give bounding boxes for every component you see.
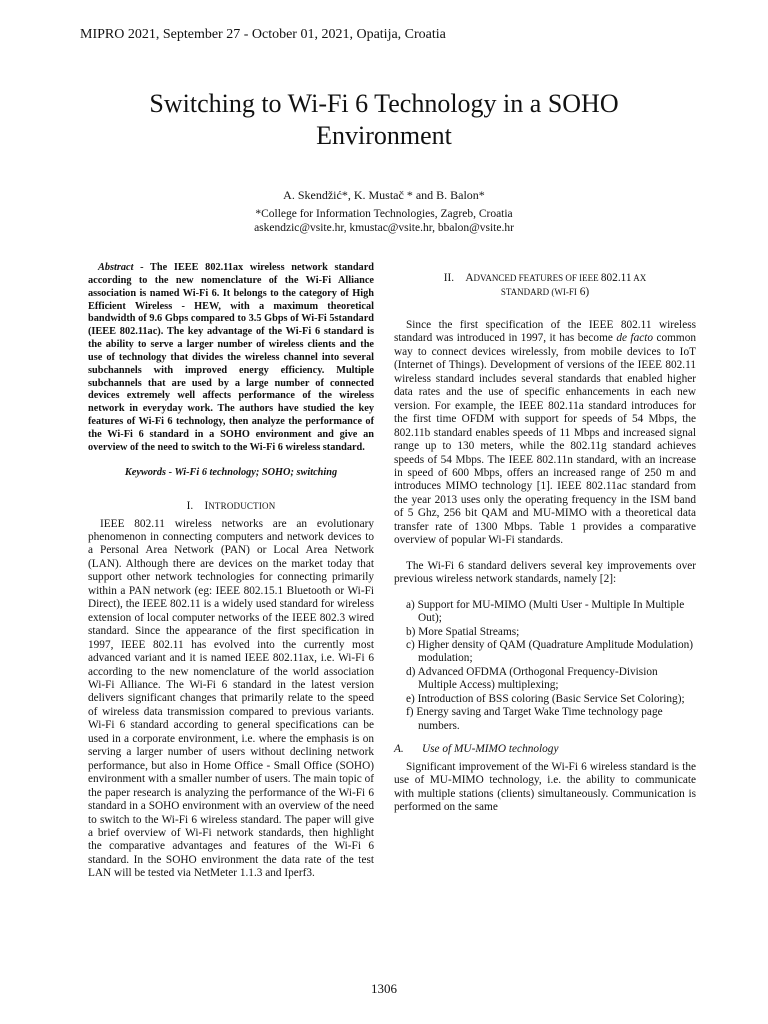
section-2-heading-line-2	[394, 286, 696, 300]
abstract-text: - The IEEE 802.11ax wireless network standard according to the new nomenclature of the Wi-Fi Alliance association is named Wi-Fi 6. It belongs to the category of High Efficient Wireless - HEW, with a maximum theoretical bandwidth of 9.6 Gbps compared to 3.5 Gbps of Wi-Fi 5standard (IEEE 802.11ac). The key advantage of the Wi-Fi 6 standard is the ability to serve a larger number of wireless clients and the use of technology that divides the wireless channel into several subchannels with improved energy efficiency. Multiple subchannels that are used by a large number of connected devices extremely well affects performance of the wireless network in everyday work. The authors have studied the key features of Wi-Fi 6 technology, then analyze the performance of the Wi-Fi 6 standard in a SOHO environment and give an overview of the need to switch to the Wi-Fi 6 wireless standard.	[88, 262, 374, 453]
section-2-title-end: 6)	[576, 285, 590, 298]
affiliation-block	[0, 207, 768, 235]
section-2-paragraph-2: The Wi-Fi 6 standard delivers several key improvements over previous wireless network standards, namely [2]:	[394, 559, 696, 586]
section-2-first-letter: A	[465, 272, 474, 284]
subsection-a-title: Use of MU-MIMO technology	[422, 743, 559, 756]
section-2-number: II.	[443, 272, 455, 284]
list-item: a) Support for MU-MIMO (Multi User - Multiple In Multiple Out);	[406, 598, 685, 625]
section-2-title-ax: AX	[631, 273, 647, 283]
list-item: e) Introduction of BSS coloring (Basic Service Set Coloring);	[406, 692, 685, 705]
title-line-2: Environment	[316, 121, 452, 150]
title-line-1: Switching to Wi-Fi 6 Technology in a SOHO	[149, 89, 619, 118]
section-1-body: IEEE 802.11 wireless networks are an evolutionary phenomenon in connecting computers and network devices to a Personal Area Network (PAN) or Local Area Network (LAN). Although there are devices on the market today that support other network technologies for connecting primarily within a PAN network (eg: IEEE 802.15.1 Bluetooth or Wi-Fi Direct), the IEEE 802.11 is a widely used standard for wireless extension of local computer networks of the IEEE 802.3 wired standard. Since the appearance of the first specification in 1997, IEEE 802.11 has evolved into the currently most advanced variant and it is named IEEE 802.11ax, i.e. Wi-Fi 6 according to the new nomenclature of the world association Wi-Fi Alliance. The Wi-Fi 6 standard in the latest version delivers significant changes that primarily relate to the speed of wireless data transmission compared to previous variants. Wi-Fi 6 standard according to general specifications can be used in a corporate environment, i.e. where the emphasis is on serving a larger number of users without declining network performance, but also in Home Office - Small Office (SOHO) environment with a smaller number of users. The main topic of the paper research is analyzing the performance of the Wi-Fi 6 standard in a SOHO environment with an overview of the need to switch to the Wi-Fi 6 wireless standard. The paper will give a brief overview of Wi-Fi network standards, then highlight the comparative advantages and features of the Wi-Fi 6 standard. In the SOHO environment the data rate of the test LAN will be tested via NetMeter 1.1.3 and Iperf3.	[88, 517, 374, 880]
list-item: b) More Spatial Streams;	[406, 625, 520, 638]
section-1-title-rest: NTRODUCTION	[208, 501, 276, 512]
paper-title	[40, 88, 728, 152]
affiliation: *College for Information Technologies, Zagreb, Croatia	[255, 208, 513, 220]
section-1-number: I.	[186, 500, 194, 513]
subsection-a-body: Significant improvement of the Wi-Fi 6 wireless standard is the use of MU-MIMO technology, i.e. the ability to communicate with multiple stations (clients) simultaneously. Communication is performed on the same	[394, 760, 696, 813]
left-column	[88, 262, 374, 881]
subsection-a-number: A.	[394, 743, 404, 756]
abstract-label: Abstract	[98, 262, 134, 273]
section-2-heading-line-1	[394, 272, 696, 286]
authors: A. Skendžić*, K. Mustač * and B. Balon*	[283, 188, 485, 202]
feature-list	[394, 599, 696, 734]
section-2-heading	[394, 272, 696, 299]
list-item: d) Advanced OFDMA (Orthogonal Frequency-Division Multiple Access) multiplexing;	[406, 665, 658, 692]
subsection-a-heading	[394, 743, 696, 756]
keywords: Keywords - Wi-Fi 6 technology; SOHO; switching	[124, 466, 338, 478]
section-2-title-wifi: WI-FI	[554, 286, 577, 297]
section-2-paragraph-1-emphasis: de facto	[616, 332, 654, 345]
list-item: c) Higher density of QAM (Quadrature Amplitude Modulation) modulation;	[406, 638, 694, 665]
section-2-title-rest: DVANCED FEATURES OF IEEE	[473, 273, 601, 283]
right-column	[394, 272, 696, 814]
section-2-paragraph-1-a: Since the first specification of the IEEE 802.11 wireless standard was introduced in 1997, it has become	[394, 319, 696, 345]
section-2-paragraph-1-b: common way to connect devices wirelessly, from mobile devices to IoT (Internet of Things). Development of versions of the IEEE 802.11 wireless standard includes several standards that enabled higher data rates and the use of specific enhancements in each new version. For example, the IEEE 802.11a standard introduces for the first time OFDM with support for speeds of 54 Mbps, the 802.11b standard enables speeds of 11 Mbps and increased signal range up to 130 meters, while the 802.11g standard achieves speeds of 54 Mbps. The IEEE 802.11n standard, with an increase in speed of 600 Mbps, offers an increased range of 250 m and introduces MIMO technology [1]. IEEE 802.11ac standard from the year 2013 uses only the operating frequency in the ISM band of 5 Ghz, 256 bit QAM and MU-MIMO with a theoretical data transfer rate of 1300 Mbps. Table 1 provides a comparative overview of popular Wi-Fi standards.	[394, 332, 697, 547]
section-2-paragraph-1	[394, 319, 696, 548]
section-2-title-standard: STANDARD (	[500, 286, 555, 297]
abstract	[88, 262, 374, 455]
section-1-heading	[88, 500, 374, 513]
section-1-first-letter: I	[204, 500, 209, 513]
emails: askendzic@vsite.hr, kmustac@vsite.hr, bbalon@vsite.hr	[254, 222, 514, 234]
list-item: f) Energy saving and Target Wake Time technology page numbers.	[406, 706, 663, 732]
section-2-title-number: 802.11	[600, 272, 632, 284]
conference-header: MIPRO 2021, September 27 - October 01, 2021, Opatija, Croatia	[80, 27, 446, 42]
page-number: 1306	[371, 981, 397, 996]
